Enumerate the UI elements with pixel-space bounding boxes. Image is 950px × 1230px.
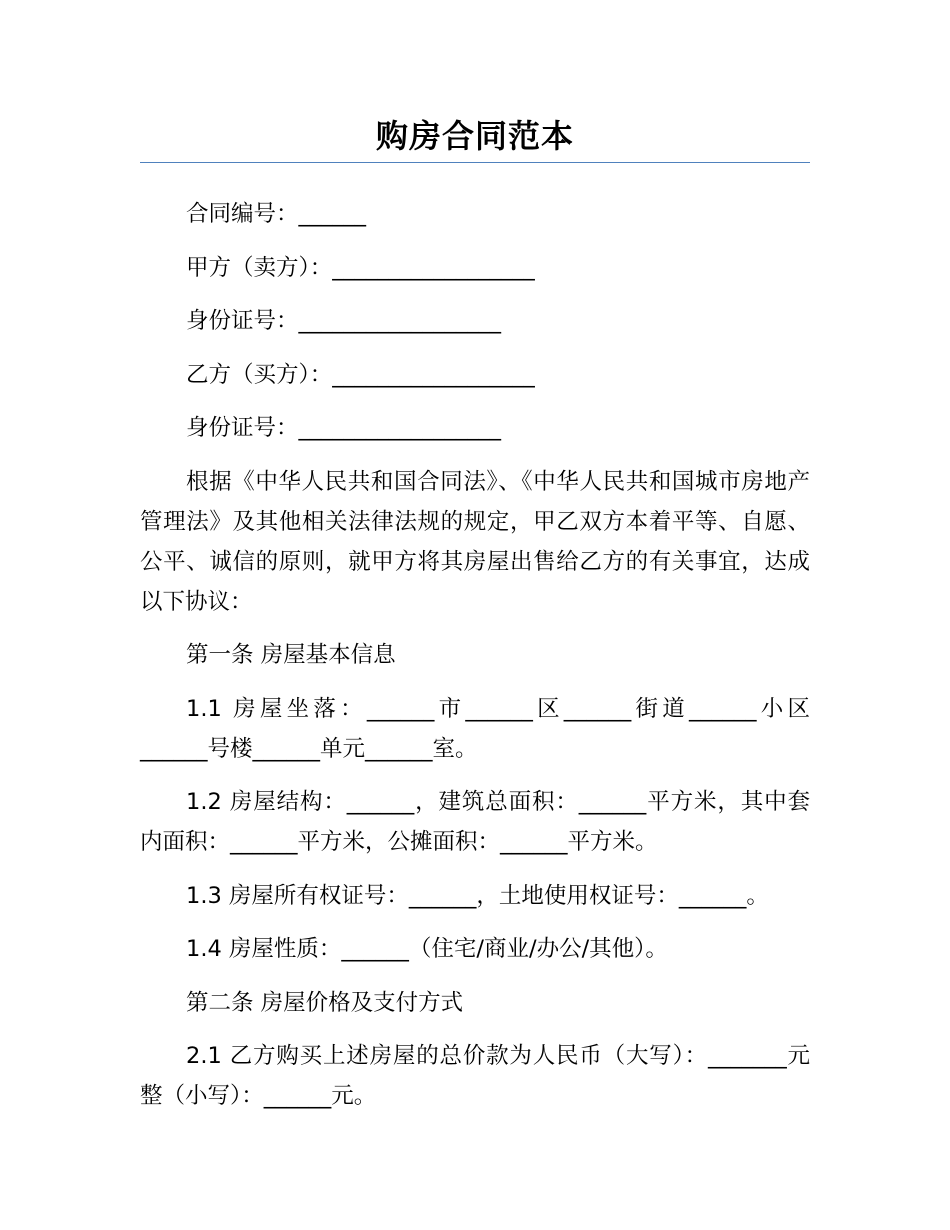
party-b-id-line: 身份证号：__________________ [186,415,502,441]
clause-1-2: 1.2 房屋结构：______，建筑总面积：______平方米，其中套内面积：______平方米，公摊面积：______平方米。 [140,789,810,855]
article-2-heading: 第二条 房屋价格及支付方式 [186,989,464,1016]
party-a-line: 甲方（卖方）：__________________ [186,254,535,281]
document-title: 购房合同范本 [375,117,574,155]
party-b-line: 乙方（买方）：__________________ [186,361,535,388]
article-1-heading: 第一条 房屋基本信息 [186,642,396,668]
preamble-paragraph: 根据《中华人民共和国合同法》、《中华人民共和国城市房地产管理法》及其他相关法律法规的规定，甲乙双方本着平等、自愿、公平、诚信的原则，就甲方将其房屋出售给乙方的有关事宜，达成以下协议： [140,468,810,615]
party-a-id-line: 身份证号：__________________ [186,308,502,334]
clause-1-1: 1.1 房屋坐落：______市______区______街道______小区______号楼______单元______室。 [140,695,810,762]
clause-1-3: 1.3 房屋所有权证号：______，土地使用权证号：______。 [186,882,769,909]
title-underline [140,162,810,163]
document-body [140,194,810,1130]
clause-2-1: 2.1 乙方购买上述房屋的总价款为人民币（大写）：_______元整（小写）：______元。 [140,1043,810,1109]
contract-number-line: 合同编号：______ [186,201,367,227]
clause-1-4: 1.4 房屋性质：______（住宅/商业/办公/其他）。 [186,936,668,962]
